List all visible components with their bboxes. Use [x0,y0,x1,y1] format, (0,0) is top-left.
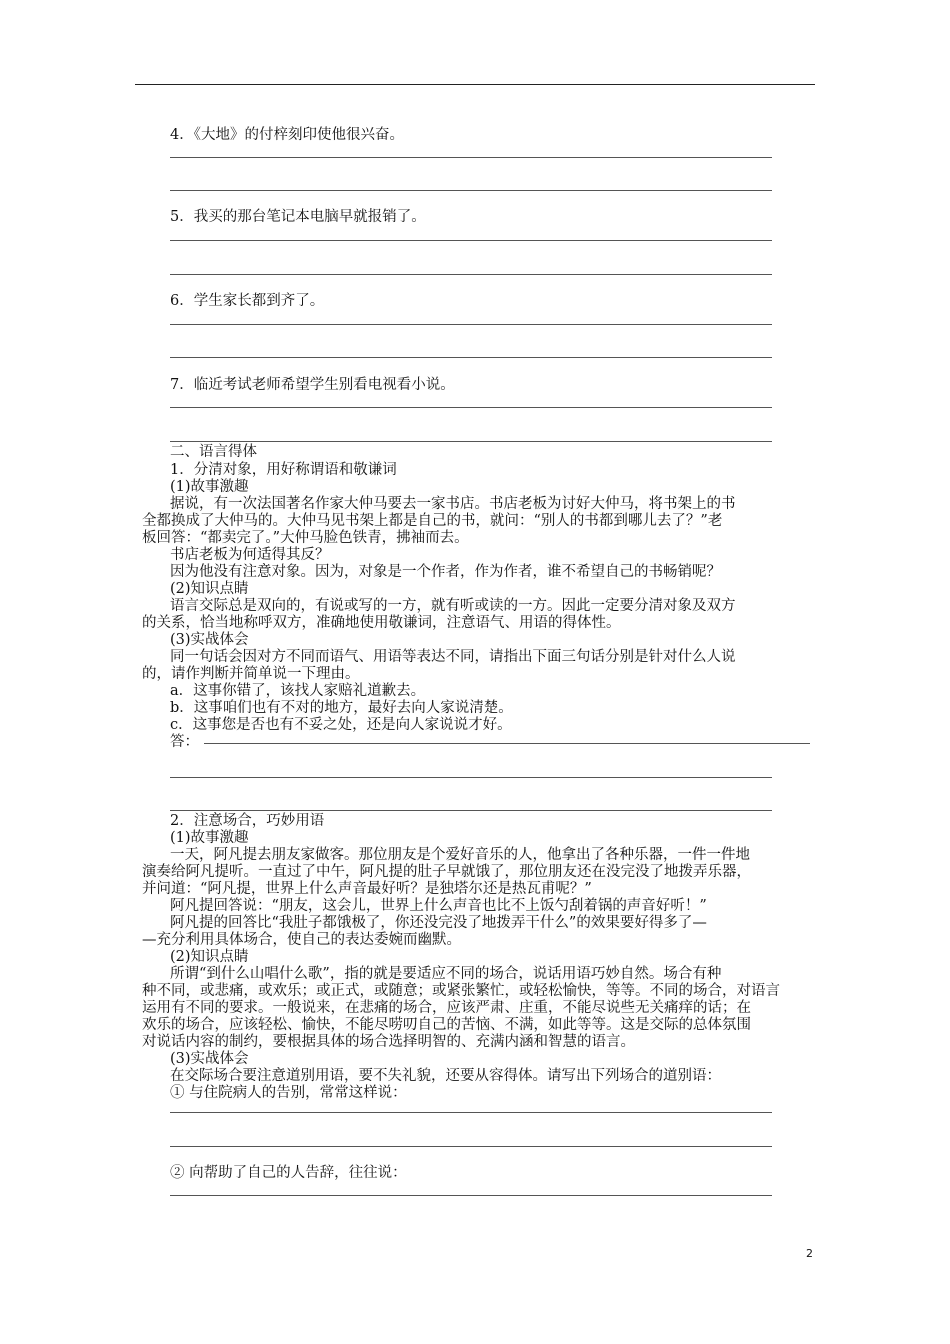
answer-line[interactable] [170,1112,772,1113]
story-line: 并问道：“阿凡提，世界上什么声音最好听？是独塔尔还是热瓦甫呢？” [142,881,592,897]
section-heading: 二、语言得体 [170,444,257,460]
knowledge-line: 欢乐的场合，应该轻松、愉快，不能尽唠叨自己的苦恼、不满，如此等等。这是交际的总体氛围 [142,1017,751,1033]
answer-line[interactable] [170,441,772,442]
knowledge-line: 运用有不同的要求。一般说来，在悲痛的场合，应该严肃、庄重，不能尽说些无关痛痒的话；在 [142,1000,751,1016]
story-line: 据说，有一次法国著名作家大仲马要去一家书店。书店老板为讨好大仲马，将书架上的书 [170,496,736,512]
practice-line: 的，请作判断并简单说一下理由。 [142,666,360,682]
header-rule [135,84,815,85]
answer-row [170,733,810,751]
knowledge-line: 对说话内容的制约，要根据具体的场合选择明智的、充满内涵和智慧的语言。 [142,1034,635,1050]
answer-line[interactable] [170,407,772,408]
story-line: 演奏给阿凡提听。一直过了中午，阿凡提的肚子早就饿了，那位朋友还在没完没了地拨弄乐器， [142,864,751,880]
prompt-2: ② 向帮助了自己的人告辞，往往说： [170,1165,407,1181]
effect-line: 阿凡提的回答比“我肚子都饿极了，你还没完没了地拨弄干什么”的效果要好得多了— [170,915,707,931]
knowledge-line: 种不同，或悲痛，或欢乐；或正式，或随意；或紧张繁忙，或轻松愉快，等等。不同的场合，对语言 [142,983,780,999]
knowledge-heading: (2)知识点睛 [170,949,249,965]
answer-line[interactable] [170,157,772,158]
knowledge-line: 语言交际总是双向的，有说或写的一方，就有听或读的一方。因此一定要分清对象及双方 [170,598,736,614]
subsection-title: 1．分清对象，用好称谓语和敬谦词 [170,462,397,478]
knowledge-heading: (2)知识点睛 [170,581,249,597]
reply-line: 阿凡提回答说：“朋友，这会儿，世界上什么声音也比不上饭勺刮着锅的声音好听！” [170,898,707,914]
answer-label: 答： [170,734,199,750]
answer-line[interactable] [204,743,810,744]
story-line: 全都换成了大仲马的。大仲马见书架上都是自己的书，就问：“别人的书都到哪儿去了？”老 [142,513,723,529]
answer-line[interactable] [170,357,772,358]
answer-line[interactable] [170,777,772,778]
answer-line[interactable] [170,1146,772,1147]
practice-heading: (3)实战体会 [170,632,249,648]
answer-line[interactable] [170,810,772,811]
practice-heading: (3)实战体会 [170,1051,249,1067]
practice-line: 同一句话会因对方不同而语气、用语等表达不同，请指出下面三句话分别是针对什么人说 [170,649,736,665]
story-answer: 因为他没有注意对象。因为，对象是一个作者，作为作者，谁不希望自己的书畅销呢？ [170,564,721,580]
knowledge-line: 的关系，恰当地称呼双方，准确地使用敬谦词，注意语气、用语的得体性。 [142,615,621,631]
answer-line[interactable] [170,1195,772,1196]
story-question: 书店老板为何适得其反？ [170,547,330,563]
answer-line[interactable] [170,274,772,275]
story-heading: (1)故事激趣 [170,479,249,495]
option-b: b．这事咱们也有不对的地方，最好去向人家说清楚。 [170,700,513,716]
item-4: 4．《大地》的付梓刻印使他很兴奋。 [170,127,404,143]
item-5: 5．我买的那台笔记本电脑早就报销了。 [170,209,426,225]
item-7: 7．临近考试老师希望学生别看电视看小说。 [170,377,455,393]
answer-line[interactable] [170,324,772,325]
answer-line[interactable] [170,190,772,191]
page-number: 2 [806,1247,813,1260]
prompt-1: ① 与住院病人的告别，常常这样说： [170,1085,407,1101]
option-c: c．这事您是否也有不妥之处，还是向人家说说才好。 [170,717,512,733]
knowledge-line: 所谓“到什么山唱什么歌”，指的就是要适应不同的场合，说话用语巧妙自然。场合有种 [170,966,722,982]
story-heading: (1)故事激趣 [170,830,249,846]
answer-line[interactable] [170,240,772,241]
practice-intro: 在交际场合要注意道别用语，要不失礼貌，还要从容得体。请写出下列场合的道别语： [170,1068,721,1084]
subsection-title: 2．注意场合，巧妙用语 [170,813,325,829]
option-a: a．这事你错了，该找人家赔礼道歉去。 [170,683,426,699]
story-line: 板回答：“都卖完了。”大仲马脸色铁青，拂袖而去。 [142,530,469,546]
effect-line: —充分利用具体场合，使自己的表达委婉而幽默。 [142,932,461,948]
story-line: 一天，阿凡提去朋友家做客。那位朋友是个爱好音乐的人，他拿出了各种乐器，一件一件地 [170,847,750,863]
item-6: 6．学生家长都到齐了。 [170,293,325,309]
